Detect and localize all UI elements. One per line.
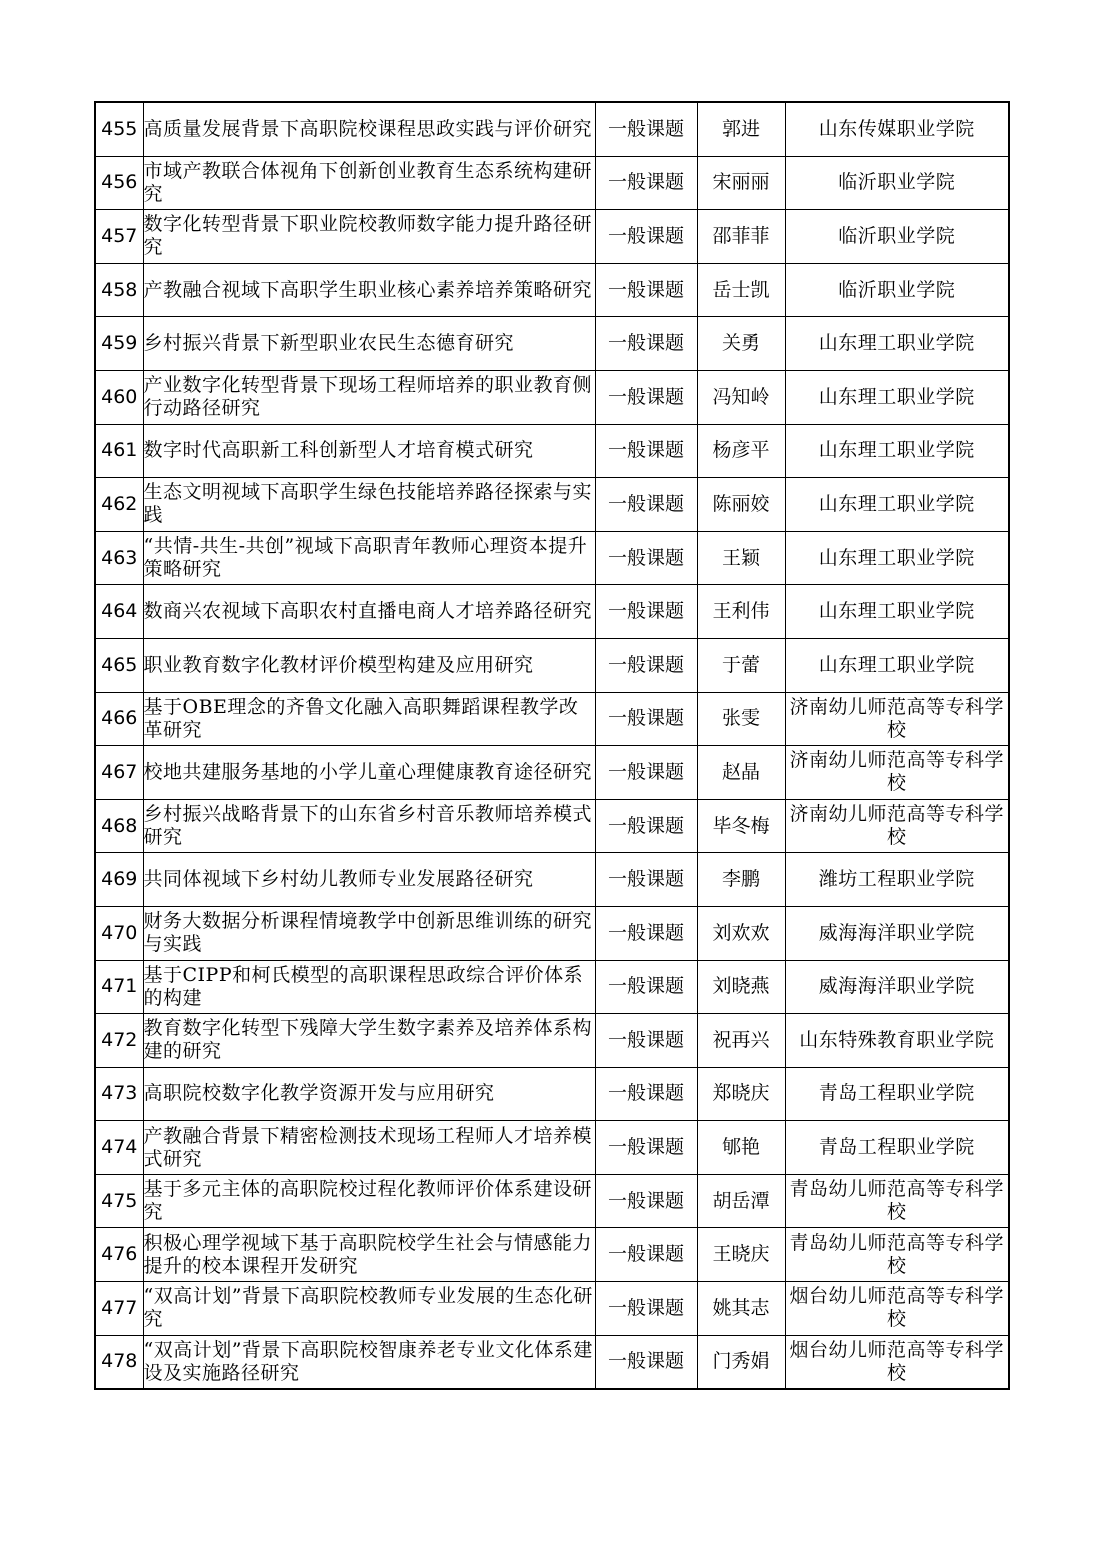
project-host-cell: 祝再兴 xyxy=(697,1014,785,1068)
organization-cell: 临沂职业学院 xyxy=(785,210,1009,264)
table-row xyxy=(95,746,1009,800)
row-number-cell: 465 xyxy=(95,638,143,692)
table-row xyxy=(95,1228,1009,1282)
table-row xyxy=(95,960,1009,1014)
project-title-cell: 共同体视域下乡村幼儿教师专业发展路径研究 xyxy=(143,853,595,907)
row-number-cell: 467 xyxy=(95,746,143,800)
table-row xyxy=(95,906,1009,960)
project-type-cell: 一般课题 xyxy=(595,906,697,960)
row-number-cell: 455 xyxy=(95,102,143,156)
project-table xyxy=(94,101,1010,1390)
project-type-cell: 一般课题 xyxy=(595,1067,697,1121)
project-host-cell: 张雯 xyxy=(697,692,785,746)
project-host-cell: 王晓庆 xyxy=(697,1228,785,1282)
project-type-cell: 一般课题 xyxy=(595,1121,697,1175)
row-number-cell: 470 xyxy=(95,906,143,960)
project-type-cell: 一般课题 xyxy=(595,799,697,853)
organization-cell: 济南幼儿师范高等专科学校 xyxy=(785,746,1009,800)
project-type-cell: 一般课题 xyxy=(595,1282,697,1336)
organization-cell: 山东理工职业学院 xyxy=(785,585,1009,639)
project-title-cell: “双高计划”背景下高职院校智康养老专业文化体系建设及实施路径研究 xyxy=(143,1335,595,1389)
row-number-cell: 474 xyxy=(95,1121,143,1175)
project-title-cell: 教育数字化转型下残障大学生数字素养及培养体系构建的研究 xyxy=(143,1014,595,1068)
row-number-cell: 464 xyxy=(95,585,143,639)
organization-cell: 山东理工职业学院 xyxy=(785,531,1009,585)
row-number-cell: 459 xyxy=(95,317,143,371)
organization-cell: 烟台幼儿师范高等专科学校 xyxy=(785,1335,1009,1389)
table-row xyxy=(95,1282,1009,1336)
table-row xyxy=(95,102,1009,156)
organization-cell: 临沂职业学院 xyxy=(785,156,1009,210)
project-title-cell: 产业数字化转型背景下现场工程师培养的职业教育侧行动路径研究 xyxy=(143,370,595,424)
project-title-cell: 产教融合背景下精密检测技术现场工程师人才培养模式研究 xyxy=(143,1121,595,1175)
table-row xyxy=(95,1014,1009,1068)
row-number-cell: 458 xyxy=(95,263,143,317)
row-number-cell: 471 xyxy=(95,960,143,1014)
table-row xyxy=(95,263,1009,317)
row-number-cell: 477 xyxy=(95,1282,143,1336)
project-host-cell: 关勇 xyxy=(697,317,785,371)
project-type-cell: 一般课题 xyxy=(595,263,697,317)
project-host-cell: 毕冬梅 xyxy=(697,799,785,853)
project-type-cell: 一般课题 xyxy=(595,210,697,264)
organization-cell: 青岛幼儿师范高等专科学校 xyxy=(785,1174,1009,1228)
project-title-cell: 数字化转型背景下职业院校教师数字能力提升路径研究 xyxy=(143,210,595,264)
project-type-cell: 一般课题 xyxy=(595,478,697,532)
project-type-cell: 一般课题 xyxy=(595,638,697,692)
table-row xyxy=(95,210,1009,264)
project-type-cell: 一般课题 xyxy=(595,1228,697,1282)
project-host-cell: 岳士凯 xyxy=(697,263,785,317)
table-row xyxy=(95,638,1009,692)
row-number-cell: 472 xyxy=(95,1014,143,1068)
project-host-cell: 王利伟 xyxy=(697,585,785,639)
organization-cell: 济南幼儿师范高等专科学校 xyxy=(785,692,1009,746)
project-host-cell: 刘欢欢 xyxy=(697,906,785,960)
project-host-cell: 冯知岭 xyxy=(697,370,785,424)
project-host-cell: 王颖 xyxy=(697,531,785,585)
project-type-cell: 一般课题 xyxy=(595,102,697,156)
project-title-cell: 校地共建服务基地的小学儿童心理健康教育途径研究 xyxy=(143,746,595,800)
row-number-cell: 466 xyxy=(95,692,143,746)
row-number-cell: 475 xyxy=(95,1174,143,1228)
table-row xyxy=(95,424,1009,478)
project-type-cell: 一般课题 xyxy=(595,853,697,907)
project-type-cell: 一般课题 xyxy=(595,531,697,585)
organization-cell: 山东传媒职业学院 xyxy=(785,102,1009,156)
project-title-cell: 基于OBE理念的齐鲁文化融入高职舞蹈课程教学改革研究 xyxy=(143,692,595,746)
row-number-cell: 478 xyxy=(95,1335,143,1389)
project-host-cell: 刘晓燕 xyxy=(697,960,785,1014)
table-row xyxy=(95,1067,1009,1121)
table-row xyxy=(95,1335,1009,1389)
organization-cell: 山东理工职业学院 xyxy=(785,424,1009,478)
organization-cell: 山东特殊教育职业学院 xyxy=(785,1014,1009,1068)
table-row xyxy=(95,317,1009,371)
project-type-cell: 一般课题 xyxy=(595,317,697,371)
project-type-cell: 一般课题 xyxy=(595,1014,697,1068)
organization-cell: 青岛工程职业学院 xyxy=(785,1121,1009,1175)
project-type-cell: 一般课题 xyxy=(595,585,697,639)
project-type-cell: 一般课题 xyxy=(595,746,697,800)
project-host-cell: 宋丽丽 xyxy=(697,156,785,210)
project-host-cell: 姚其志 xyxy=(697,1282,785,1336)
table-row xyxy=(95,853,1009,907)
organization-cell: 威海海洋职业学院 xyxy=(785,906,1009,960)
table-row xyxy=(95,692,1009,746)
project-title-cell: 数商兴农视域下高职农村直播电商人才培养路径研究 xyxy=(143,585,595,639)
project-title-cell: 生态文明视域下高职学生绿色技能培养路径探索与实践 xyxy=(143,478,595,532)
project-title-cell: 积极心理学视域下基于高职院校学生社会与情感能力提升的校本课程开发研究 xyxy=(143,1228,595,1282)
project-type-cell: 一般课题 xyxy=(595,960,697,1014)
table-row xyxy=(95,478,1009,532)
row-number-cell: 473 xyxy=(95,1067,143,1121)
project-type-cell: 一般课题 xyxy=(595,1174,697,1228)
project-host-cell: 杨彦平 xyxy=(697,424,785,478)
organization-cell: 山东理工职业学院 xyxy=(785,478,1009,532)
table-row xyxy=(95,585,1009,639)
project-title-cell: “共情-共生-共创”视域下高职青年教师心理资本提升策略研究 xyxy=(143,531,595,585)
project-table-body xyxy=(95,102,1009,1389)
project-host-cell: 赵晶 xyxy=(697,746,785,800)
table-row xyxy=(95,156,1009,210)
project-host-cell: 于蕾 xyxy=(697,638,785,692)
organization-cell: 临沂职业学院 xyxy=(785,263,1009,317)
row-number-cell: 462 xyxy=(95,478,143,532)
project-type-cell: 一般课题 xyxy=(595,1335,697,1389)
organization-cell: 烟台幼儿师范高等专科学校 xyxy=(785,1282,1009,1336)
project-type-cell: 一般课题 xyxy=(595,156,697,210)
table-row xyxy=(95,1121,1009,1175)
project-title-cell: 数字时代高职新工科创新型人才培育模式研究 xyxy=(143,424,595,478)
row-number-cell: 456 xyxy=(95,156,143,210)
project-type-cell: 一般课题 xyxy=(595,370,697,424)
project-host-cell: 陈丽姣 xyxy=(697,478,785,532)
project-title-cell: “双高计划”背景下高职院校教师专业发展的生态化研究 xyxy=(143,1282,595,1336)
project-list-sheet xyxy=(94,101,1008,1390)
project-title-cell: 基于多元主体的高职院校过程化教师评价体系建设研究 xyxy=(143,1174,595,1228)
table-row xyxy=(95,531,1009,585)
project-title-cell: 基于CIPP和柯氏模型的高职课程思政综合评价体系的构建 xyxy=(143,960,595,1014)
organization-cell: 山东理工职业学院 xyxy=(785,370,1009,424)
row-number-cell: 463 xyxy=(95,531,143,585)
project-host-cell: 邵菲菲 xyxy=(697,210,785,264)
project-title-cell: 职业教育数字化教材评价模型构建及应用研究 xyxy=(143,638,595,692)
project-title-cell: 产教融合视域下高职学生职业核心素养培养策略研究 xyxy=(143,263,595,317)
project-host-cell: 门秀娟 xyxy=(697,1335,785,1389)
organization-cell: 济南幼儿师范高等专科学校 xyxy=(785,799,1009,853)
table-row xyxy=(95,799,1009,853)
project-title-cell: 高职院校数字化教学资源开发与应用研究 xyxy=(143,1067,595,1121)
table-row xyxy=(95,370,1009,424)
project-host-cell: 胡岳潭 xyxy=(697,1174,785,1228)
organization-cell: 威海海洋职业学院 xyxy=(785,960,1009,1014)
organization-cell: 潍坊工程职业学院 xyxy=(785,853,1009,907)
row-number-cell: 457 xyxy=(95,210,143,264)
project-title-cell: 财务大数据分析课程情境教学中创新思维训练的研究与实践 xyxy=(143,906,595,960)
project-type-cell: 一般课题 xyxy=(595,692,697,746)
project-host-cell: 郇艳 xyxy=(697,1121,785,1175)
row-number-cell: 469 xyxy=(95,853,143,907)
project-title-cell: 高质量发展背景下高职院校课程思政实践与评价研究 xyxy=(143,102,595,156)
organization-cell: 青岛工程职业学院 xyxy=(785,1067,1009,1121)
row-number-cell: 476 xyxy=(95,1228,143,1282)
row-number-cell: 460 xyxy=(95,370,143,424)
project-host-cell: 郭进 xyxy=(697,102,785,156)
row-number-cell: 461 xyxy=(95,424,143,478)
organization-cell: 青岛幼儿师范高等专科学校 xyxy=(785,1228,1009,1282)
project-title-cell: 乡村振兴背景下新型职业农民生态德育研究 xyxy=(143,317,595,371)
project-title-cell: 乡村振兴战略背景下的山东省乡村音乐教师培养模式研究 xyxy=(143,799,595,853)
table-row xyxy=(95,1174,1009,1228)
organization-cell: 山东理工职业学院 xyxy=(785,317,1009,371)
project-type-cell: 一般课题 xyxy=(595,424,697,478)
project-host-cell: 郑晓庆 xyxy=(697,1067,785,1121)
project-host-cell: 李鹏 xyxy=(697,853,785,907)
row-number-cell: 468 xyxy=(95,799,143,853)
project-title-cell: 市域产教联合体视角下创新创业教育生态系统构建研究 xyxy=(143,156,595,210)
organization-cell: 山东理工职业学院 xyxy=(785,638,1009,692)
